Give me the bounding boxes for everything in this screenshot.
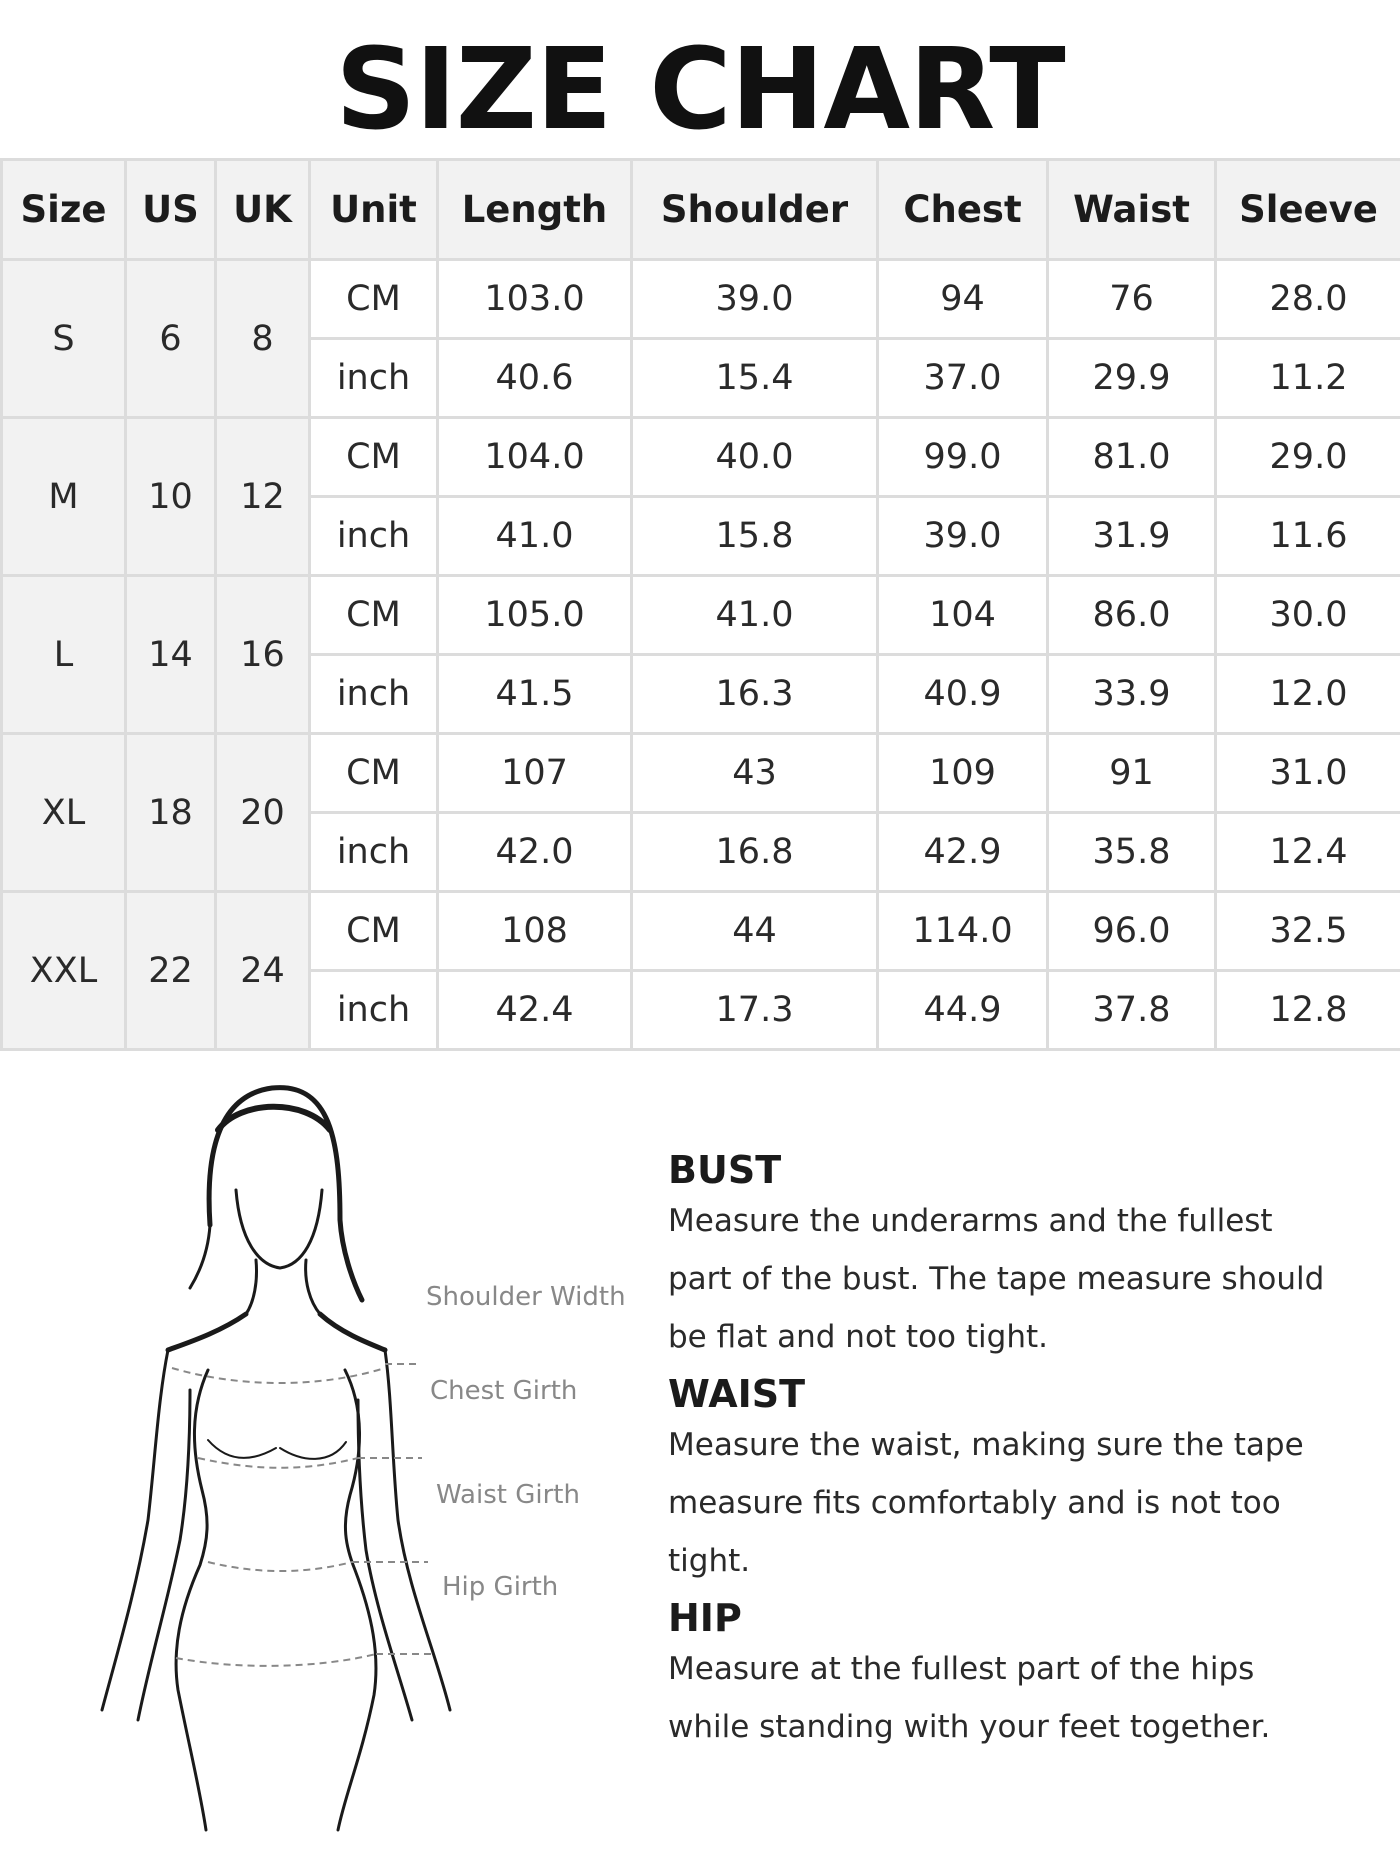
- chest-cell: 99.0: [878, 418, 1048, 497]
- uk-cell: 24: [216, 892, 310, 1050]
- table-header-row: [2, 160, 1400, 260]
- waist-cell: 35.8: [1048, 813, 1216, 892]
- shoulder-cell: 44: [632, 892, 878, 971]
- sleeve-cell: 30.0: [1216, 576, 1400, 655]
- shoulder-cell: 15.8: [632, 497, 878, 576]
- measuring-guide: [668, 1148, 1368, 1762]
- shoulder-cell: 15.4: [632, 339, 878, 418]
- shoulder-cell: 40.0: [632, 418, 878, 497]
- size-cell: S: [2, 260, 126, 418]
- unit-cell: inch: [310, 655, 438, 734]
- chest-cell: 42.9: [878, 813, 1048, 892]
- table-row: [2, 576, 1400, 655]
- length-cell: 41.5: [438, 655, 632, 734]
- uk-cell: 20: [216, 734, 310, 892]
- waist-cell: 81.0: [1048, 418, 1216, 497]
- guide-text: [668, 1416, 1368, 1590]
- sleeve-cell: 28.0: [1216, 260, 1400, 339]
- length-cell: 40.6: [438, 339, 632, 418]
- unit-cell: CM: [310, 418, 438, 497]
- us-cell: 22: [126, 892, 216, 1050]
- length-cell: 104.0: [438, 418, 632, 497]
- table-row: [2, 260, 1400, 339]
- chest-cell: 94: [878, 260, 1048, 339]
- header-chest: Chest: [878, 160, 1048, 260]
- shoulder-cell: 39.0: [632, 260, 878, 339]
- sleeve-cell: 29.0: [1216, 418, 1400, 497]
- body-figure: [40, 1070, 640, 1840]
- sleeve-cell: 12.4: [1216, 813, 1400, 892]
- header-shoulder: Shoulder: [632, 160, 878, 260]
- label-shoulder-width: Shoulder Width: [426, 1282, 626, 1312]
- guide-line: be flat and not too tight.: [668, 1319, 1048, 1355]
- shoulder-cell: 16.3: [632, 655, 878, 734]
- shoulder-cell: 43: [632, 734, 878, 813]
- waist-cell: 76: [1048, 260, 1216, 339]
- guide-line: measure fits comfortably and is not too: [668, 1485, 1281, 1521]
- size-cell: L: [2, 576, 126, 734]
- size-cell: XL: [2, 734, 126, 892]
- guide-heading: BUST: [668, 1148, 782, 1192]
- chest-cell: 109: [878, 734, 1048, 813]
- label-chest-girth: Chest Girth: [430, 1376, 578, 1406]
- unit-cell: CM: [310, 576, 438, 655]
- label-hip-girth: Hip Girth: [442, 1572, 559, 1602]
- guide-heading: HIP: [668, 1596, 742, 1640]
- length-cell: 105.0: [438, 576, 632, 655]
- length-cell: 42.4: [438, 971, 632, 1050]
- chest-cell: 37.0: [878, 339, 1048, 418]
- guide-heading: WAIST: [668, 1372, 806, 1416]
- page-title: SIZE CHART: [335, 25, 1065, 155]
- sleeve-cell: 32.5: [1216, 892, 1400, 971]
- guide-line: Measure the underarms and the fullest: [668, 1203, 1273, 1239]
- chest-cell: 44.9: [878, 971, 1048, 1050]
- guide-line: Measure at the fullest part of the hips: [668, 1651, 1255, 1687]
- guide-text: [668, 1192, 1368, 1366]
- waist-cell: 86.0: [1048, 576, 1216, 655]
- unit-cell: inch: [310, 339, 438, 418]
- sleeve-cell: 31.0: [1216, 734, 1400, 813]
- header-size: Size: [2, 160, 126, 260]
- table-row: [2, 418, 1400, 497]
- waist-cell: 33.9: [1048, 655, 1216, 734]
- uk-cell: 8: [216, 260, 310, 418]
- guide-line: part of the bust. The tape measure should: [668, 1261, 1325, 1297]
- unit-cell: CM: [310, 892, 438, 971]
- shoulder-cell: 17.3: [632, 971, 878, 1050]
- uk-cell: 16: [216, 576, 310, 734]
- chest-cell: 40.9: [878, 655, 1048, 734]
- sleeve-cell: 11.6: [1216, 497, 1400, 576]
- sleeve-cell: 12.8: [1216, 971, 1400, 1050]
- guide-section-hip: [668, 1596, 1368, 1756]
- waist-cell: 31.9: [1048, 497, 1216, 576]
- header-sleeve: Sleeve: [1216, 160, 1400, 260]
- length-cell: 103.0: [438, 260, 632, 339]
- size-cell: M: [2, 418, 126, 576]
- waist-cell: 29.9: [1048, 339, 1216, 418]
- us-cell: 10: [126, 418, 216, 576]
- shoulder-cell: 16.8: [632, 813, 878, 892]
- size-cell: XXL: [2, 892, 126, 1050]
- us-cell: 14: [126, 576, 216, 734]
- guide-text: [668, 1640, 1368, 1756]
- length-cell: 42.0: [438, 813, 632, 892]
- body-outline-illustration: [40, 1070, 640, 1840]
- length-cell: 41.0: [438, 497, 632, 576]
- waist-cell: 37.8: [1048, 971, 1216, 1050]
- sleeve-cell: 11.2: [1216, 339, 1400, 418]
- size-table: [0, 158, 1400, 1051]
- sleeve-cell: 12.0: [1216, 655, 1400, 734]
- guide-section-bust: [668, 1148, 1368, 1366]
- length-cell: 107: [438, 734, 632, 813]
- waist-cell: 91: [1048, 734, 1216, 813]
- table-row: [2, 734, 1400, 813]
- unit-cell: inch: [310, 497, 438, 576]
- header-length: Length: [438, 160, 632, 260]
- unit-cell: inch: [310, 971, 438, 1050]
- us-cell: 6: [126, 260, 216, 418]
- unit-cell: CM: [310, 734, 438, 813]
- unit-cell: inch: [310, 813, 438, 892]
- header-us: US: [126, 160, 216, 260]
- uk-cell: 12: [216, 418, 310, 576]
- waist-cell: 96.0: [1048, 892, 1216, 971]
- chest-cell: 39.0: [878, 497, 1048, 576]
- unit-cell: CM: [310, 260, 438, 339]
- chest-cell: 104: [878, 576, 1048, 655]
- shoulder-cell: 41.0: [632, 576, 878, 655]
- guide-section-waist: [668, 1372, 1368, 1590]
- header-unit: Unit: [310, 160, 438, 260]
- header-waist: Waist: [1048, 160, 1216, 260]
- chest-cell: 114.0: [878, 892, 1048, 971]
- us-cell: 18: [126, 734, 216, 892]
- header-uk: UK: [216, 160, 310, 260]
- guide-line: Measure the waist, making sure the tape: [668, 1427, 1304, 1463]
- label-waist-girth: Waist Girth: [436, 1480, 580, 1510]
- table-row: [2, 892, 1400, 971]
- length-cell: 108: [438, 892, 632, 971]
- guide-line: tight.: [668, 1543, 751, 1579]
- guide-line: while standing with your feet together.: [668, 1709, 1271, 1745]
